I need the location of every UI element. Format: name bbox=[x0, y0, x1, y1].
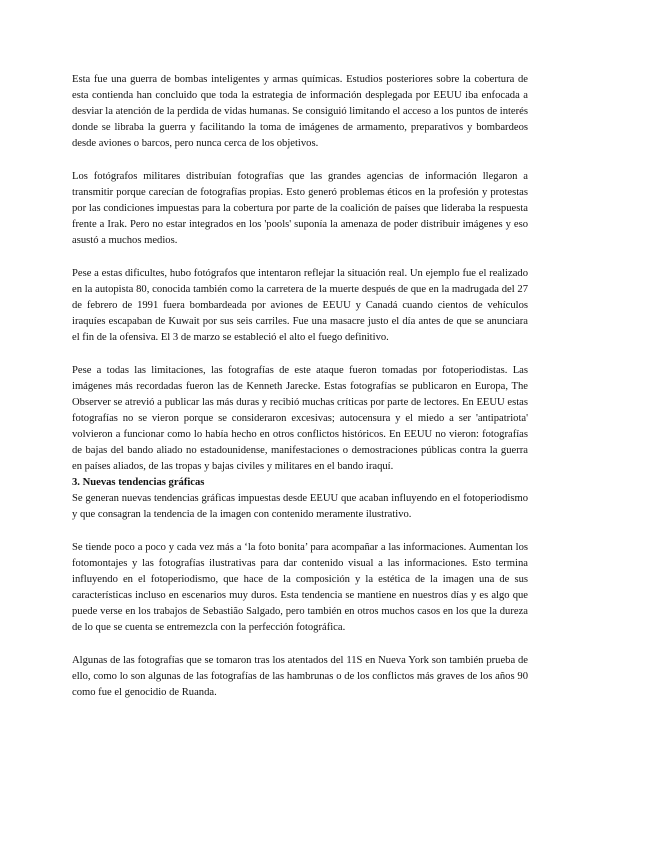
paragraph-pretty-photo: Se tiende poco a poco y cada vez más a ‘la foto bonita’ para acompañar a las informaciones. Aumentan los fotomontajes y las fotografías ilustrativas para dar contenido visual a las informaciones. Esto termina influyendo en el fotoperiodismo, que hace de la composición y la estética de la imagen una de sus características incluso en escenarios muy duros. Esta tendencia se mantiene en nuestros días y es algo que puede verse en los trabajos de Sebastião Salgado, pero también en otros muchos casos en los que la dureza de lo que se cuenta se entremezcla con la perfección fotográfica. bbox=[72, 542, 528, 633]
paragraph-highway-80: Pese a estas dificultes, hubo fotógrafos que intentaron reflejar la situación real. Un ejemplo fue el realizado en la autopista 80, conocida también como la carretera de la muerte después de que en la madrugada del 27 de febrero de 1991 fuera bombardeada por aviones de EEUU y Canadá cuando cientos de vehículos iraquíes escapaban de Kuwait por sus seis carriles. Fue una masacre justo el día antes de que se anunciara el fin de la ofensiva. El 3 de marzo se estableció el alto el fuego definitivo. bbox=[72, 268, 528, 343]
paragraph-11s: Algunas de las fotografías que se tomaron tras los atentados del 11S en Nueva York son también prueba de ello, como lo son algunas de las fotografías de las hambrunas o de los conflictos más graves de los años 90 como fue el genocidio de Ruanda. bbox=[72, 655, 528, 698]
paragraph-limitations: Pese a todas las limitaciones, las fotografías de este ataque fueron tomadas por fotoperiodistas. Las imágenes más recordadas fueron las de Kenneth Jarecke. Estas fotografías se publicaron en Europa, The Observer se atrevió a publicar las más duras y recibió muchas críticas por parte de lectores. En EEUU estas fotografías no se vieron porque se consideraron excesivas; autocensura y el miedo a ser 'antipatriota' volvieron a funcionar como lo había hecho en otros conflictos históricos. En EEUU no vieron: fotografías de bajas del bando aliado no estadounidense, manifestaciones o demostraciones públicas contra la guerra en países aliados, de las tropas y bajas civiles y militares en el bando iraquí. bbox=[72, 365, 528, 472]
section-heading: 3. Nuevas tendencias gráficas bbox=[72, 477, 205, 488]
paragraph-bomb-war: Esta fue una guerra de bombas inteligentes y armas químicas. Estudios posteriores sobre la cobertura de esta contienda han concluido que toda la estrategia de información desplegada por EEUU iba enfocada a desviar la atención de la perdida de vidas humanas. Se consiguió limitando el acceso a los puntos de interés donde se libraba la guerra y facilitando la toma de imágenes de armamento, preparativos y bombardeos desde aviones o barcos, pero nunca cerca de los objetivos. bbox=[72, 74, 528, 149]
paragraph-military-photographers: Los fotógrafos militares distribuían fotografías que las grandes agencias de información llegaron a transmitir porque carecían de fotografías propias. Esto generó problemas éticos en la profesión y protestas por las condiciones impuestas para la cobertura por parte de la coalición de países que lideraba la respuesta frente a Irak. Pero no estar integrados en los 'pools' suponía la amenaza de poder distribuir imágenes y eso asustó a muchos medios. bbox=[72, 171, 528, 246]
paragraph-new-trends: Se generan nuevas tendencias gráficas impuestas desde EEUU que acaban influyendo en el fotoperiodismo y que consagran la tendencia de la imagen con contenido meramente ilustrativo. bbox=[72, 493, 528, 520]
document-body bbox=[72, 72, 528, 701]
